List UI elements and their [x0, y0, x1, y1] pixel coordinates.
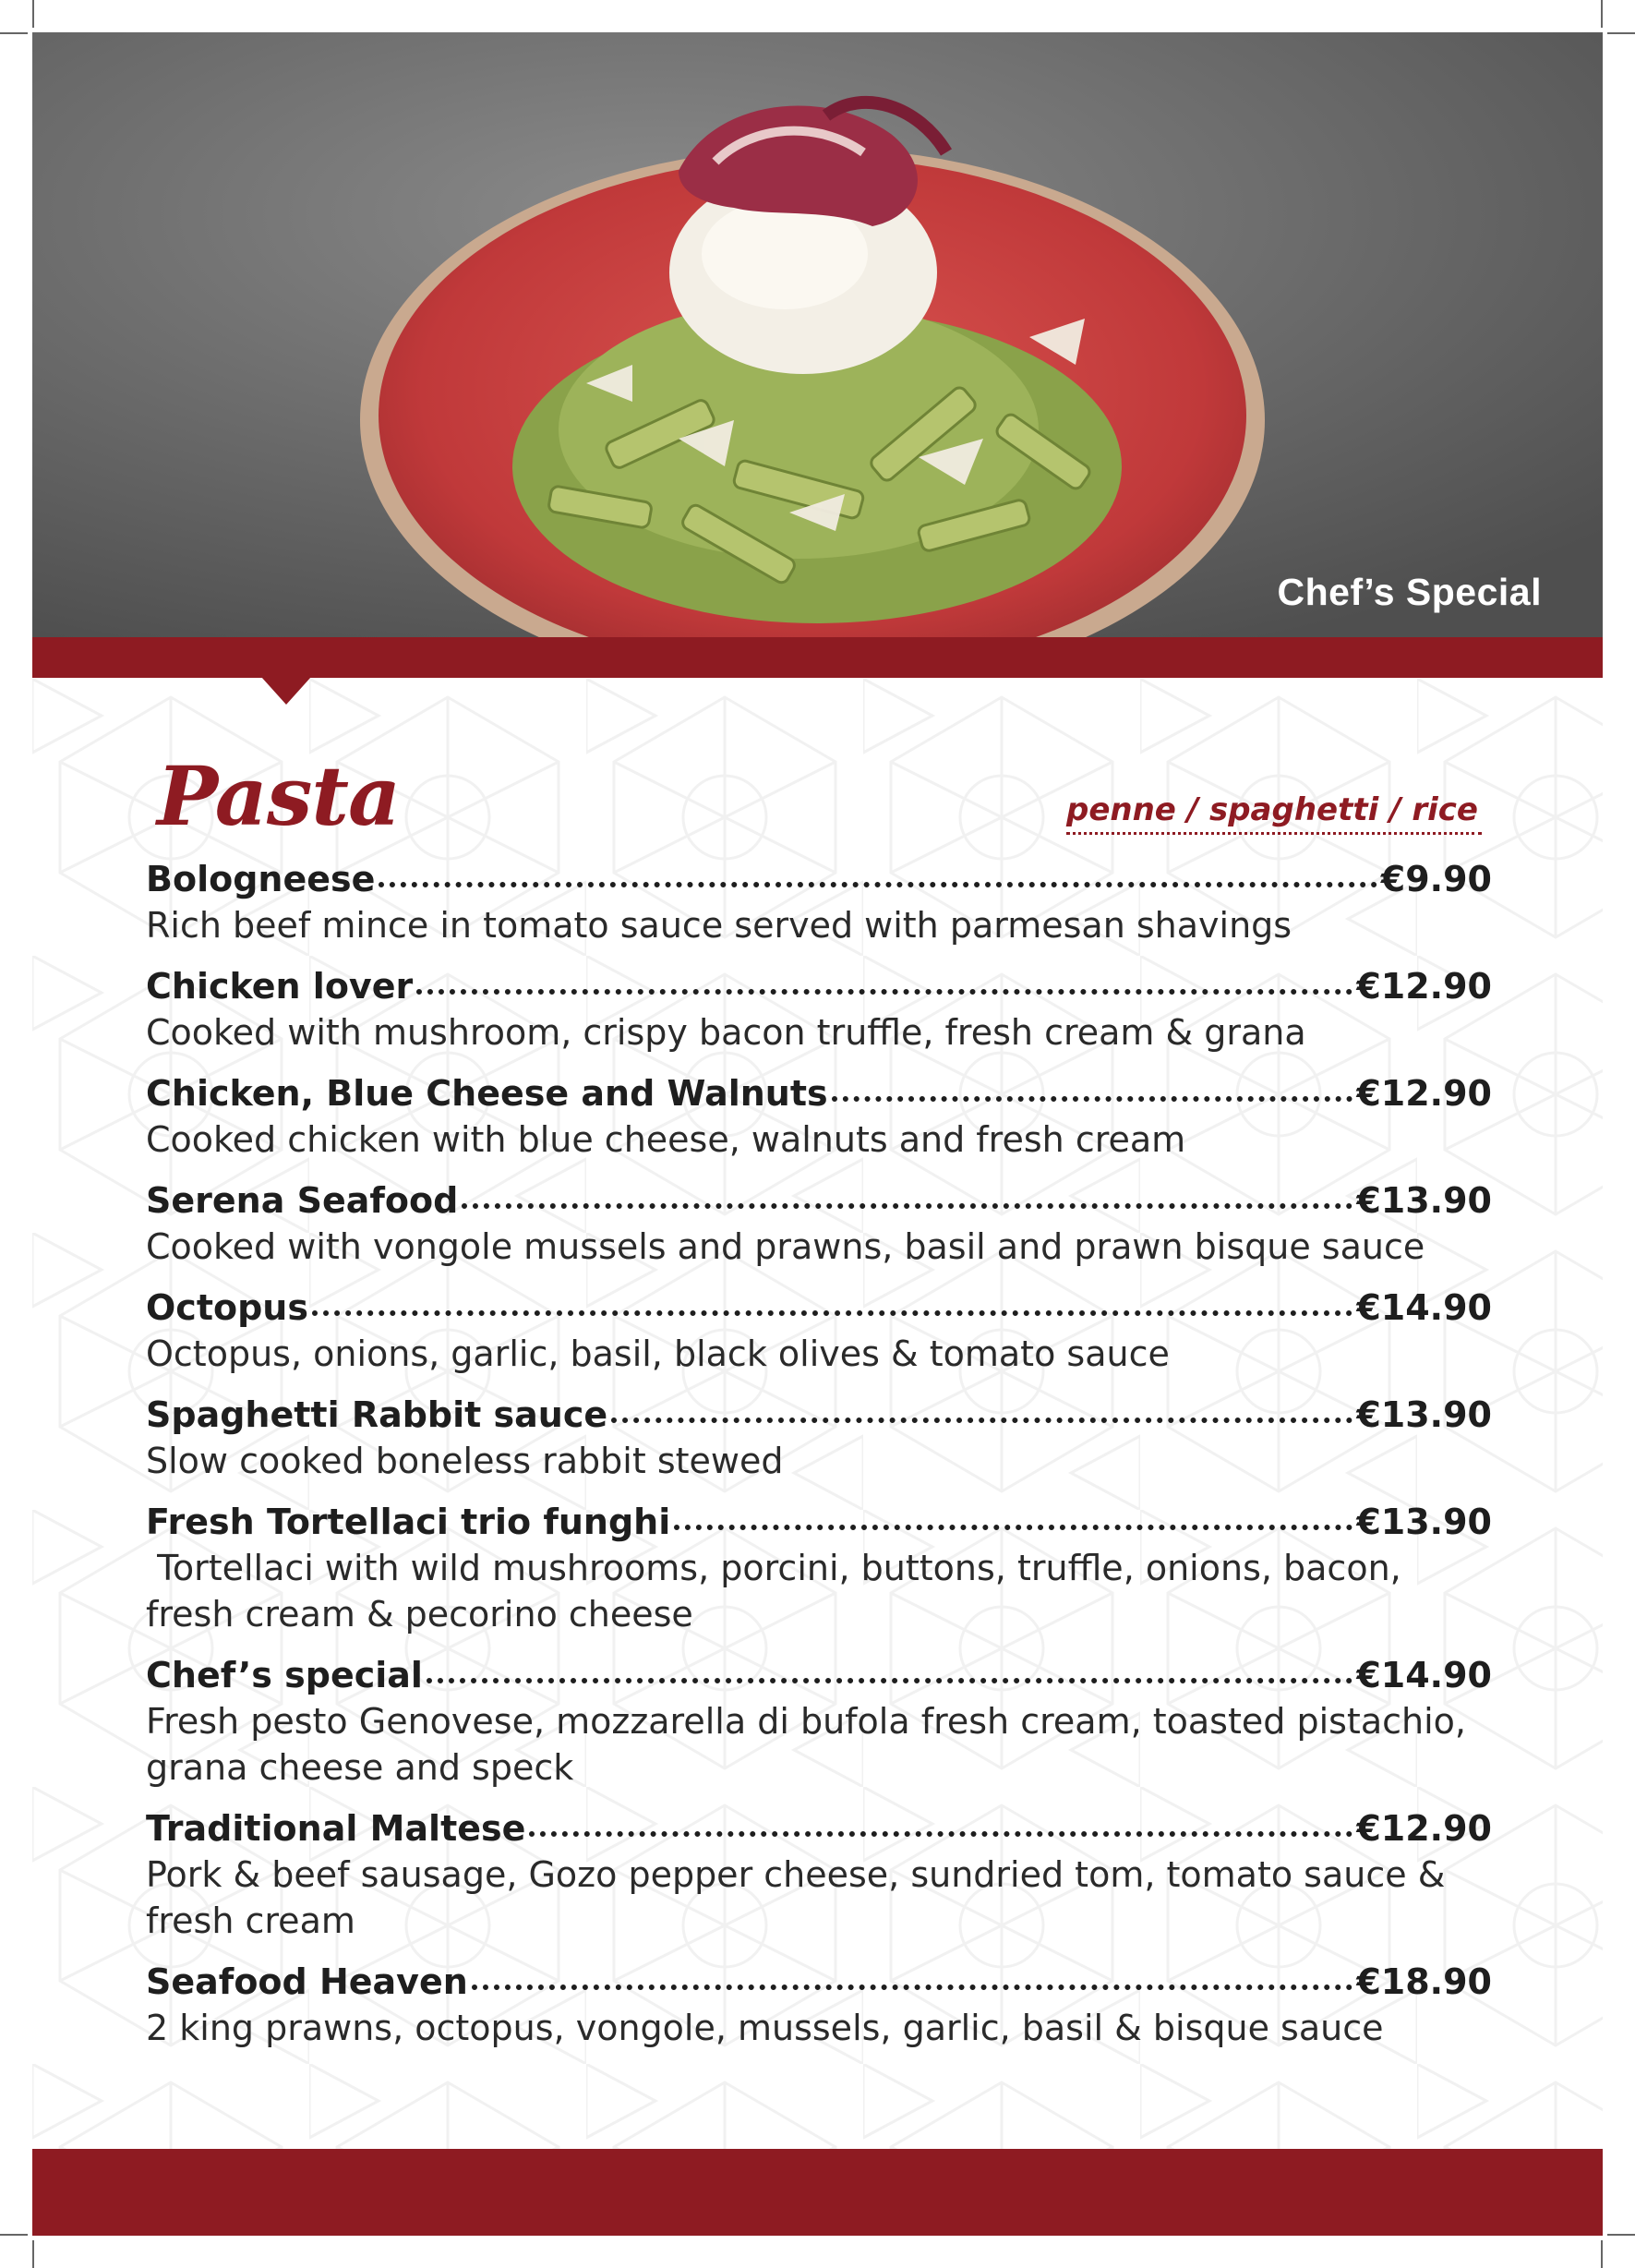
- item-name: Octopus: [146, 1287, 308, 1328]
- item-description: Cooked chicken with blue cheese, walnuts and fresh cream: [146, 1119, 1186, 1160]
- item-price: €12.90: [1356, 966, 1492, 1007]
- dot-leader: [472, 1984, 1353, 1990]
- item-price: €14.90: [1356, 1655, 1492, 1695]
- dot-leader: [832, 1096, 1353, 1102]
- crop-mark: [1601, 0, 1603, 28]
- item-description: Fresh pesto Genovese, mozzarella di bufola fresh cream, toasted pistachio, grana cheese and speck: [146, 1701, 1466, 1788]
- item-description: Pork & beef sausage, Gozo pepper cheese, sundried tom, tomato sauce & fresh cream: [146, 1854, 1446, 1941]
- crop-mark: [1607, 2234, 1635, 2236]
- dot-leader: [529, 1831, 1352, 1837]
- item-price: €14.90: [1356, 1287, 1492, 1328]
- item-name: Chicken, Blue Cheese and Walnuts: [146, 1073, 828, 1114]
- crop-mark: [1607, 32, 1635, 34]
- crop-mark: [1601, 2240, 1603, 2268]
- dot-leader: [379, 882, 1377, 887]
- menu-item: [146, 963, 1492, 1056]
- item-description: Cooked with vongole mussels and prawns, basil and prawn bisque sauce: [146, 1226, 1425, 1267]
- dot-leader: [312, 1310, 1352, 1316]
- item-name: Seafood Heaven: [146, 1961, 468, 2002]
- item-description: 2 king prawns, octopus, vongole, mussels, garlic, basil & bisque sauce: [146, 2008, 1384, 2048]
- hero-caption: Chef’s Special: [1277, 571, 1542, 613]
- dot-leader: [611, 1418, 1352, 1423]
- item-description: Tortellaci with wild mushrooms, porcini, buttons, truffle, onions, bacon, fresh cream & pecorino cheese: [146, 1548, 1401, 1635]
- crop-mark: [0, 2234, 28, 2236]
- crop-mark: [32, 2240, 34, 2268]
- menu-item: [146, 1805, 1492, 1944]
- dot-leader: [427, 1678, 1352, 1683]
- item-name: Serena Seafood: [146, 1180, 459, 1221]
- section-title: Pasta: [157, 748, 401, 844]
- band-notch: [261, 677, 311, 705]
- item-name: Traditional Maltese: [146, 1808, 526, 1849]
- item-name: Bologneese: [146, 859, 376, 899]
- crop-mark: [0, 32, 28, 34]
- item-price: €13.90: [1356, 1180, 1492, 1221]
- item-description: Rich beef mince in tomato sauce served with parmesan shavings: [146, 905, 1292, 946]
- dot-leader: [416, 989, 1352, 995]
- top-band: [32, 637, 1603, 678]
- item-price: €13.90: [1356, 1394, 1492, 1435]
- menu-item: [146, 1392, 1492, 1484]
- item-price: €12.90: [1356, 1808, 1492, 1849]
- pasta-dish-illustration: [32, 32, 1603, 637]
- menu-item: [146, 856, 1492, 948]
- crop-mark: [32, 0, 34, 28]
- section-subtitle: penne / spaghetti / rice: [1066, 791, 1482, 835]
- menu-item: [146, 1652, 1492, 1791]
- menu-item: [146, 1070, 1492, 1163]
- menu-list: [146, 856, 1492, 2066]
- item-name: Spaghetti Rabbit sauce: [146, 1394, 608, 1435]
- hero-image: [32, 32, 1603, 637]
- bottom-band: [32, 2149, 1603, 2236]
- item-name: Fresh Tortellaci trio funghi: [146, 1502, 671, 1542]
- item-price: €12.90: [1356, 1073, 1492, 1114]
- item-description: Slow cooked boneless rabbit stewed: [146, 1441, 784, 1481]
- item-price: €9.90: [1380, 859, 1492, 899]
- item-name: Chef’s special: [146, 1655, 423, 1695]
- item-description: Octopus, onions, garlic, basil, black olives & tomato sauce: [146, 1333, 1170, 1374]
- item-description: Cooked with mushroom, crispy bacon truffle, fresh cream & grana: [146, 1012, 1306, 1053]
- menu-item: [146, 1499, 1492, 1637]
- item-price: €13.90: [1356, 1502, 1492, 1542]
- dot-leader: [674, 1525, 1352, 1530]
- menu-item: [146, 1285, 1492, 1377]
- item-price: €18.90: [1356, 1961, 1492, 2002]
- menu-page: [32, 32, 1603, 2236]
- item-name: Chicken lover: [146, 966, 414, 1007]
- menu-item: [146, 1177, 1492, 1270]
- menu-item: [146, 1959, 1492, 2051]
- dot-leader: [462, 1203, 1352, 1209]
